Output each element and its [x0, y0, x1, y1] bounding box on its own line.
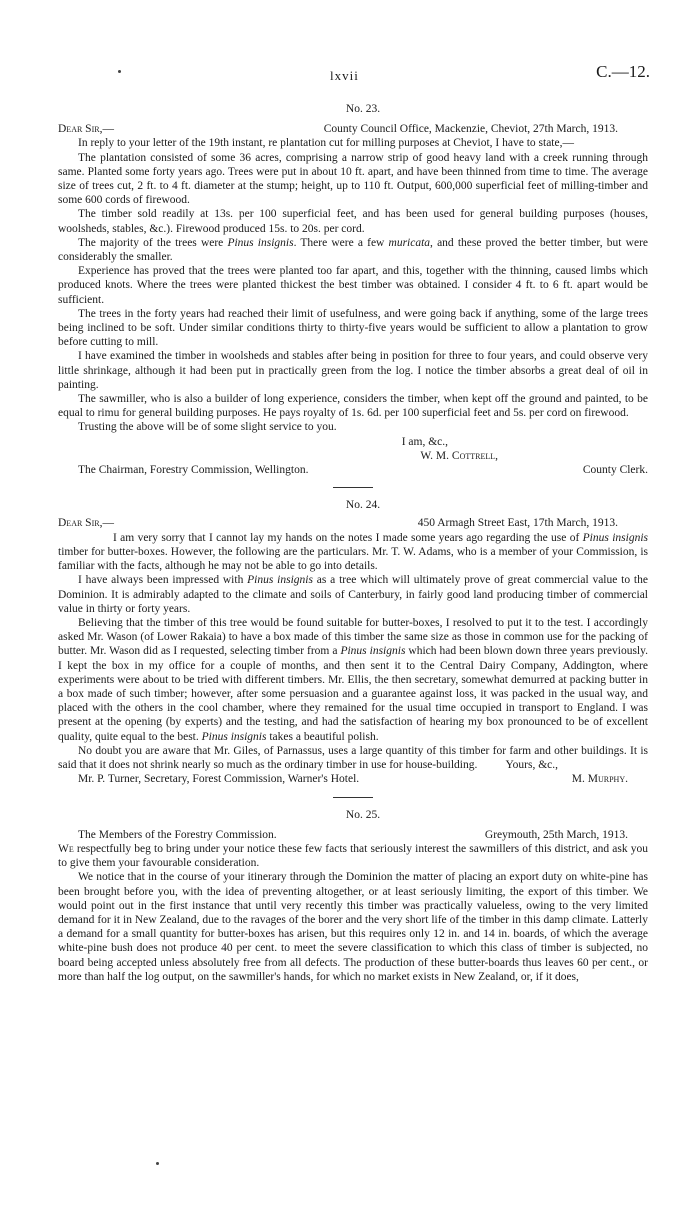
letter-number: No. 25.: [345, 808, 381, 821]
paragraph: The timber sold readily at 13s. per 100 superficial feet, and has been used for general building purposes (houses, woolsheds, stables, &c.). Firewood produced 15s. to 20s. per cord.: [58, 208, 648, 235]
section-divider: [333, 487, 373, 488]
paragraph: The trees in the forty years had reached their limit of usefulness, and were going back if anything, some of the large trees being inclined to be soft. Under similar conditions thirty to thirty-five years would be sufficient to allow a plantation to grow before cutting to mill.: [58, 307, 648, 349]
salutation-line: [58, 122, 648, 136]
document-reference: C.—12.: [596, 62, 650, 81]
closing: Yours, &c.,: [505, 759, 558, 772]
signer-title: County Clerk.: [582, 464, 648, 477]
section-divider: [333, 797, 373, 798]
paragraph: No doubt you are aware that Mr. Giles, of Parnassus, uses a large quantity of this timber for farm and other buildings. It is said that it does not shrink nearly so much as the ordinary timber in use for house-building.: [58, 744, 648, 771]
ink-speck: [156, 1162, 159, 1165]
paragraph: Experience has proved that the trees were planted too far apart, and this, together with the thinning, caused limbs which produced knots. Where the trees were planted thickest the best timber was obtained. I consider 4 ft. to 6 ft. apart would be sufficient.: [58, 265, 648, 306]
addressee: The Chairman, Forestry Commission, Wellington.: [78, 464, 309, 477]
addressee-line: [58, 828, 648, 842]
paragraph: The majority of the trees were Pinus insignis. There were a few muricata, and these proved the better timber, but were considerably the smaller.: [58, 236, 649, 264]
paragraph: In reply to your letter of the 19th instant, re plantation cut for milling purposes at Cheviot, I have to state,—: [78, 137, 574, 150]
salutation: Dear Sir,—: [58, 123, 114, 136]
addressee-line: [58, 772, 648, 786]
salutation-line: [58, 516, 648, 530]
paragraph: I have always been impressed with Pinus insignis as a tree which will ultimately prove of great commercial value to the Dominion. It is admirably adapted to the climate and soils of Canterbury, in fairly good land producing timber of commercial value in thirty or forty years.: [58, 574, 648, 615]
paragraph: We notice that in the course of your itinerary through the Dominion the matter of placing an export duty on white-pine has been brought before you, with the idea of preventing altogether, or at least seriously limiting, the export of this timber. We would point out in the first instance that until very recently this timber was practically valueless, owing to the very limited demand for it in New Zealand, due to the ravages of the borer and the very short life of the timber in this damp climate. Latterly a demand for a small quantity for butter-boxes has arisen, but this requires only 12 in. and 14 in. boards, of which the average white-pine bush does not produce 40 per cent. to meet the severe classification to which this class of timber is subjected, no board being accepted unless absolutely free from all defects. The production of these butter-boards thus leaves 60 per cent., or more than half the log output, on the sawmiller's hands, for which no market exists in New Zealand, or, if it does,: [58, 871, 648, 983]
signer: M. Murphy.: [571, 773, 628, 786]
paragraph: The plantation consisted of some 36 acres, comprising a narrow strip of good heavy land with a creek running through same. Planted some forty years ago. Trees were put in about 10 ft. apart, and have been thinned from time to time. The average size of trees cut, 2 ft. to 4 ft. diameter at the stump; height, up to 110 ft. Output, 600,000 superficial feet of milling-timber and some 600 cords of firewood.: [58, 151, 648, 207]
paragraph: The sawmiller, who is also a builder of long experience, considers the timber, when kept off the ground and painted, to be equal to rimu for general building purposes. He pays royalty of 1s. 6d. per 100 superficial feet and 5s. per cord on firewood.: [58, 393, 648, 420]
paragraph: I have examined the timber in woolsheds and stables after being in position for three to four years, and could observe very little shrinkage, although it had been put in practically green from the log. I notice the timber absorbs a great deal of oil in painting.: [58, 350, 648, 391]
sender-address: 450 Armagh Street East, 17th March, 1913.: [417, 517, 618, 530]
salutation: Dear Sir,—: [58, 517, 114, 530]
page-number: lxvii: [330, 68, 359, 83]
signer: W. M. Cottrell,: [420, 449, 498, 462]
paragraph: Trusting the above will be of some slight service to you.: [78, 421, 337, 434]
paragraph: We respectfully beg to bring under your notice these few facts that seriously interest the sawmillers of this district, and ask you to give them your favourable consideration.: [58, 842, 648, 870]
closing: I am, &c.,: [401, 435, 448, 448]
addressee: Mr. P. Turner, Secretary, Forest Commission, Warner's Hotel.: [78, 773, 360, 786]
letter-number: No. 23.: [345, 103, 381, 115]
addressee: The Members of the Forestry Commission.: [78, 828, 277, 841]
sender-address: County Council Office, Mackenzie, Cheviot, 27th March, 1913.: [323, 123, 618, 136]
ink-speck: [118, 70, 121, 73]
letter-23: [58, 102, 648, 984]
addressee-line: [58, 463, 648, 477]
paragraph: Believing that the timber of this tree would be found suitable for butter-boxes, I resolved to put it to the test. I accordingly asked Mr. Wason (of Lower Rakaia) to have a box made of this timber the same size as those in common use for the packing of butter. Mr. Wason did as I requested, selecting timber from a Pinus insignis which had been blown down three years previously. I kept the box in my office for a couple of months, and then sent it to the Central Dairy Company, Addington, where experiments were about to be tried with different timbers. Mr. Ellis, the then secretary, somewhat demurred at packing butter in a box made of such timber; however, after some persuasion and a guarantee against loss, it was packed in the usual way, and placed with the others in the cool chamber, where they remained for the usual time occupied in transport to England. I was present at the opening (by experts) and the testing, and had the satisfaction of hearing my box pronounced to be of excellent quality, quite equal to the best. Pinus insignis takes a beautiful polish.: [58, 616, 649, 743]
sender-address: Greymouth, 25th March, 1913.: [484, 828, 628, 841]
paragraph: I am very sorry that I cannot lay my hands on the notes I made some years ago regarding the use of Pinus insignis timber for butter-boxes. However, the following are the particulars. Mr. T. W. Adams, who is a member of your Commission, is familiar with the facts, although he may not be able to go into details.: [58, 531, 648, 573]
letter-number: No. 24.: [345, 499, 381, 512]
